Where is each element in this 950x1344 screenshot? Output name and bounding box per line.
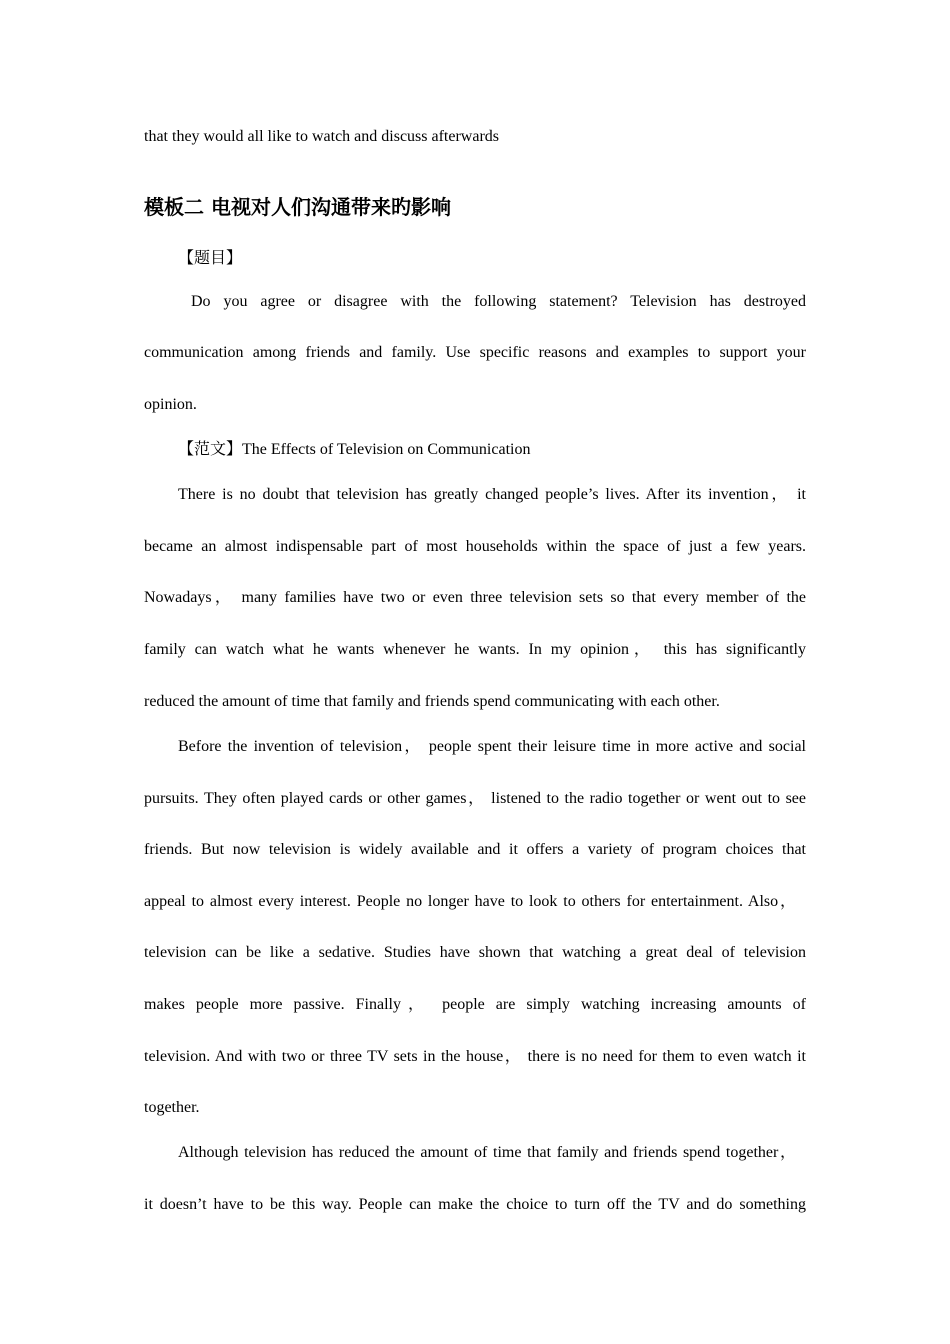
paragraph-line: Before the invention of television， people spent their leisure time in more active and social — [178, 738, 806, 755]
paragraph-line: it doesn’t have to be this way. People can make the choice to turn off the TV and do something — [144, 1196, 806, 1213]
paragraph-line: Although television has reduced the amount of time that family and friends spend together， — [178, 1144, 796, 1161]
paragraph-line: Nowadays， many families have two or even three television sets so that every member of the — [144, 589, 807, 606]
section-heading: 模板二 电视对人们沟通带来旳影响 — [144, 195, 451, 219]
essay-title: 【范文】The Effects of Television on Communication — [178, 441, 531, 458]
paragraph-line: There is no doubt that television has greatly changed people’s lives. After its invention， it — [178, 486, 806, 503]
prompt-line: Do you agree or disagree with the following statement? Television has destroyed — [191, 293, 806, 310]
continuation-line: that they would all like to watch and discuss afterwards — [144, 128, 500, 145]
paragraph-line: together. — [144, 1099, 200, 1116]
paragraph-line: family can watch what he wants whenever he wants. In my opinion， this has significantly — [144, 641, 806, 658]
paragraph-line: television. And with two or three TV sets in the house， there is no need for them to even watch it — [144, 1048, 806, 1065]
paragraph-line: makes people more passive. Finally， people are simply watching increasing amounts of — [144, 996, 806, 1013]
paragraph-line: television can be like a sedative. Studies have shown that watching a great deal of television — [144, 944, 806, 961]
paragraph-line: reduced the amount of time that family and friends spend communicating with each other. — [144, 693, 720, 710]
paragraph-line: friends. But now television is widely available and it offers a variety of program choices that — [144, 841, 806, 858]
paragraph-line: appeal to almost every interest. People no longer have to look to others for entertainment. Also， — [144, 893, 796, 910]
prompt-line: communication among friends and family. Use specific reasons and examples to support your — [144, 344, 806, 361]
prompt-line: opinion. — [144, 396, 197, 413]
paragraph-line: became an almost indispensable part of most households within the space of just a few years. — [144, 538, 806, 555]
paragraph-line: pursuits. They often played cards or other games， listened to the radio together or went out to see — [144, 790, 806, 807]
topic-label: 【题目】 — [178, 250, 243, 267]
